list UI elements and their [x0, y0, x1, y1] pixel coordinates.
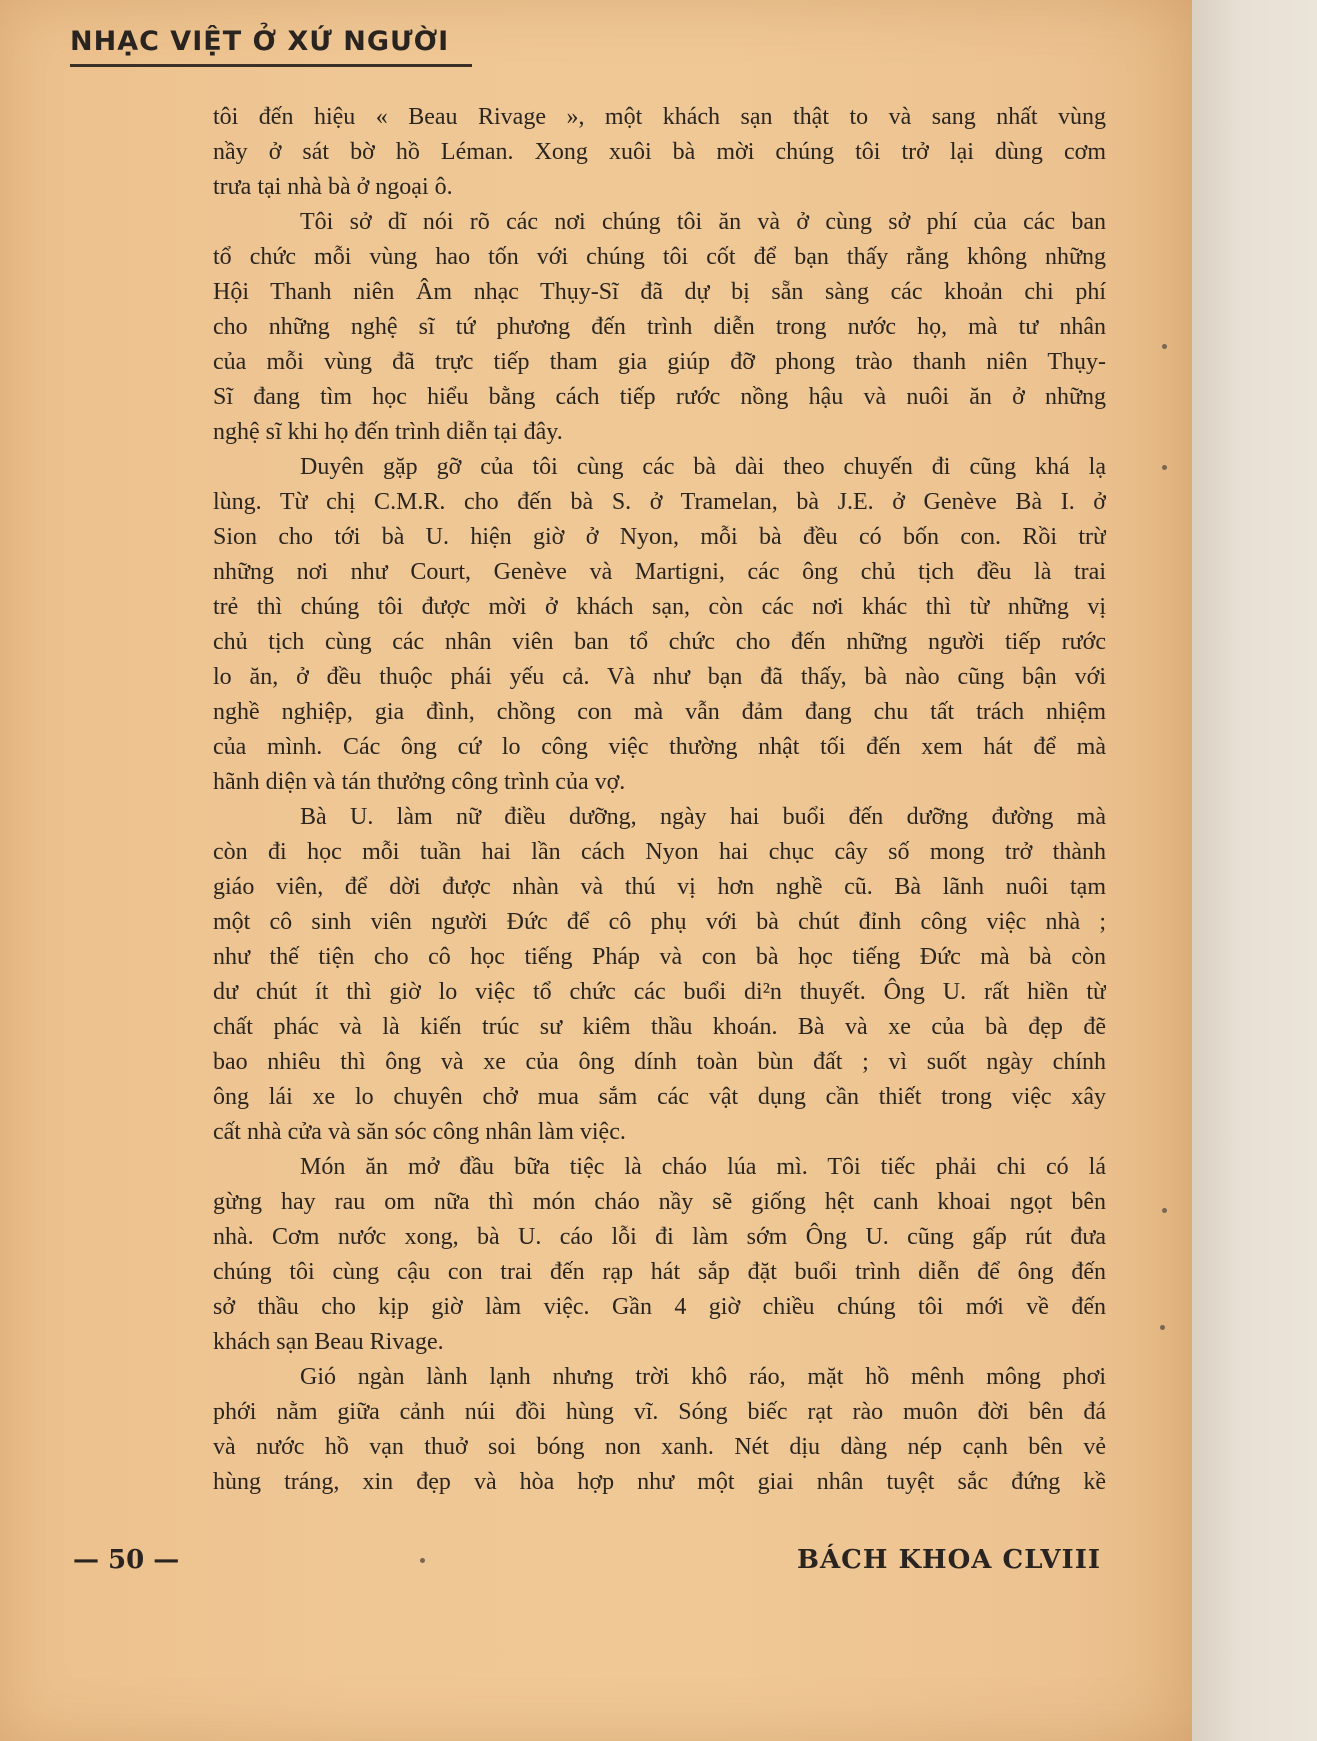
text-line: Món ăn mở đầu bữa tiệc là cháo lúa mì. Tôi tiếc phải chi có lá: [300, 1154, 1106, 1180]
text-line: những nơi như Court, Genève và Martigni, các ông chủ tịch đều là trai: [213, 559, 1106, 585]
magazine-issue: BÁCH KHOA CLVIII: [797, 1545, 1102, 1575]
text-line: và nước hồ vạn thuở soi bóng non xanh. Nét dịu dàng nép cạnh bên vẻ: [213, 1434, 1106, 1460]
paper-speck: [1160, 1325, 1165, 1330]
page-number: — 50 —: [73, 1545, 180, 1575]
running-head: NHẠC VIỆT Ở XỨ NGƯỜI: [70, 26, 450, 57]
text-line: trưa tại nhà bà ở ngoại ô.: [213, 174, 453, 200]
article-body: [213, 100, 1106, 1500]
text-line: Hội Thanh niên Âm nhạc Thụy-Sĩ đã dự bị sẵn sàng các khoản chi phí: [213, 279, 1106, 305]
paper-speck: [420, 1558, 425, 1563]
scan-margin: [1192, 0, 1317, 1741]
text-line: nghề nghiệp, gia đình, chồng con mà vẫn đảm đang chu tất trách nhiệm: [213, 699, 1106, 725]
text-line: chủ tịch cùng các nhân viên ban tổ chức cho đến những người tiếp rước: [213, 629, 1106, 655]
text-line: tổ chức mỗi vùng hao tốn với chúng tôi cốt để bạn thấy rằng không những: [213, 244, 1106, 270]
text-line: gừng hay rau om nữa thì món cháo nầy sẽ giống hệt canh khoai ngọt bên: [213, 1189, 1106, 1215]
text-line: hãnh diện và tán thưởng công trình của vợ.: [213, 769, 626, 795]
header-rule: [70, 64, 472, 67]
text-line: lùng. Từ chị C.M.R. cho đến bà S. ở Tramelan, bà J.E. ở Genève Bà I. ở: [213, 489, 1106, 515]
text-line: Gió ngàn lành lạnh nhưng trời khô ráo, mặt hồ mênh mông phơi: [300, 1364, 1106, 1390]
text-line: của mỗi vùng đã trực tiếp tham gia giúp đỡ phong trào thanh niên Thụy-: [213, 349, 1106, 375]
text-line: một cô sinh viên người Đức để cô phụ với bà chút đỉnh công việc nhà ;: [213, 909, 1106, 935]
paper-speck: [1162, 344, 1167, 349]
paper-speck: [1162, 465, 1167, 470]
text-line: hùng tráng, xin đẹp và hòa hợp như một giai nhân tuyệt sắc đứng kề: [213, 1469, 1106, 1495]
text-line: phới nằm giữa cảnh núi đồi hùng vĩ. Sóng biếc rạt rào muôn đời bên đá: [213, 1399, 1106, 1425]
text-line: của mình. Các ông cứ lo công việc thường nhật tối đến xem hát để mà: [213, 734, 1106, 760]
text-line: còn đi học mỗi tuần hai lần cách Nyon hai chục cây số mong trở thành: [213, 839, 1106, 865]
text-line: Tôi sở dĩ nói rõ các nơi chúng tôi ăn và ở cùng sở phí của các ban: [300, 209, 1106, 235]
text-line: sở thầu cho kịp giờ làm việc. Gần 4 giờ chiều chúng tôi mới về đến: [213, 1294, 1106, 1320]
text-line: giáo viên, để dời được nhàn và thú vị hơn nghề cũ. Bà lãnh nuôi tạm: [213, 874, 1106, 900]
text-line: như thế tiện cho cô học tiếng Pháp và con bà học tiếng Đức mà bà còn: [213, 944, 1106, 970]
text-line: chất phác và là kiến trúc sư kiêm thầu khoán. Bà và xe của bà đẹp đẽ: [213, 1014, 1106, 1040]
text-line: Duyên gặp gỡ của tôi cùng các bà dài theo chuyến đi cũng khá lạ: [300, 454, 1106, 480]
text-line: cho những nghệ sĩ tứ phương đến trình diễn trong nước họ, mà tư nhân: [213, 314, 1106, 340]
text-line: nghệ sĩ khi họ đến trình diễn tại đây.: [213, 419, 563, 445]
text-line: nầy ở sát bờ hồ Léman. Xong xuôi bà mời chúng tôi trở lại dùng cơm: [213, 139, 1106, 165]
text-line: trẻ thì chúng tôi được mời ở khách sạn, còn các nơi khác thì từ những vị: [213, 594, 1106, 620]
text-line: Bà U. làm nữ điều dưỡng, ngày hai buổi đến dưỡng đường mà: [300, 804, 1106, 830]
text-line: lo ăn, ở đều thuộc phái yếu cả. Và như bạn đã thấy, bà nào cũng bận với: [213, 664, 1106, 690]
text-line: ông lái xe lo chuyên chở mua sắm các vật dụng cần thiết trong việc xây: [213, 1084, 1106, 1110]
text-line: chúng tôi cùng cậu con trai đến rạp hát sắp đặt buổi trình diễn để ông đến: [213, 1259, 1106, 1285]
text-line: khách sạn Beau Rivage.: [213, 1329, 444, 1355]
text-line: Sĩ đang tìm học hiểu bằng cách tiếp rước nồng hậu và nuôi ăn ở những: [213, 384, 1106, 410]
text-line: bao nhiêu thì ông và xe của ông dính toàn bùn đất ; vì suốt ngày chính: [213, 1049, 1106, 1075]
text-line: cất nhà cửa và săn sóc công nhân làm việc.: [213, 1119, 626, 1145]
text-line: dư chút ít thì giờ lo việc tổ chức các buổi di²n thuyết. Ông U. rất hiền từ: [213, 979, 1106, 1005]
text-line: tôi đến hiệu « Beau Rivage », một khách sạn thật to và sang nhất vùng: [213, 104, 1106, 130]
paper-speck: [1162, 1208, 1167, 1213]
text-line: nhà. Cơm nước xong, bà U. cáo lỗi đi làm sớm Ông U. cũng gấp rút đưa: [213, 1224, 1106, 1250]
text-line: Sion cho tới bà U. hiện giờ ở Nyon, mỗi bà đều có bốn con. Rồi trừ: [213, 524, 1106, 550]
